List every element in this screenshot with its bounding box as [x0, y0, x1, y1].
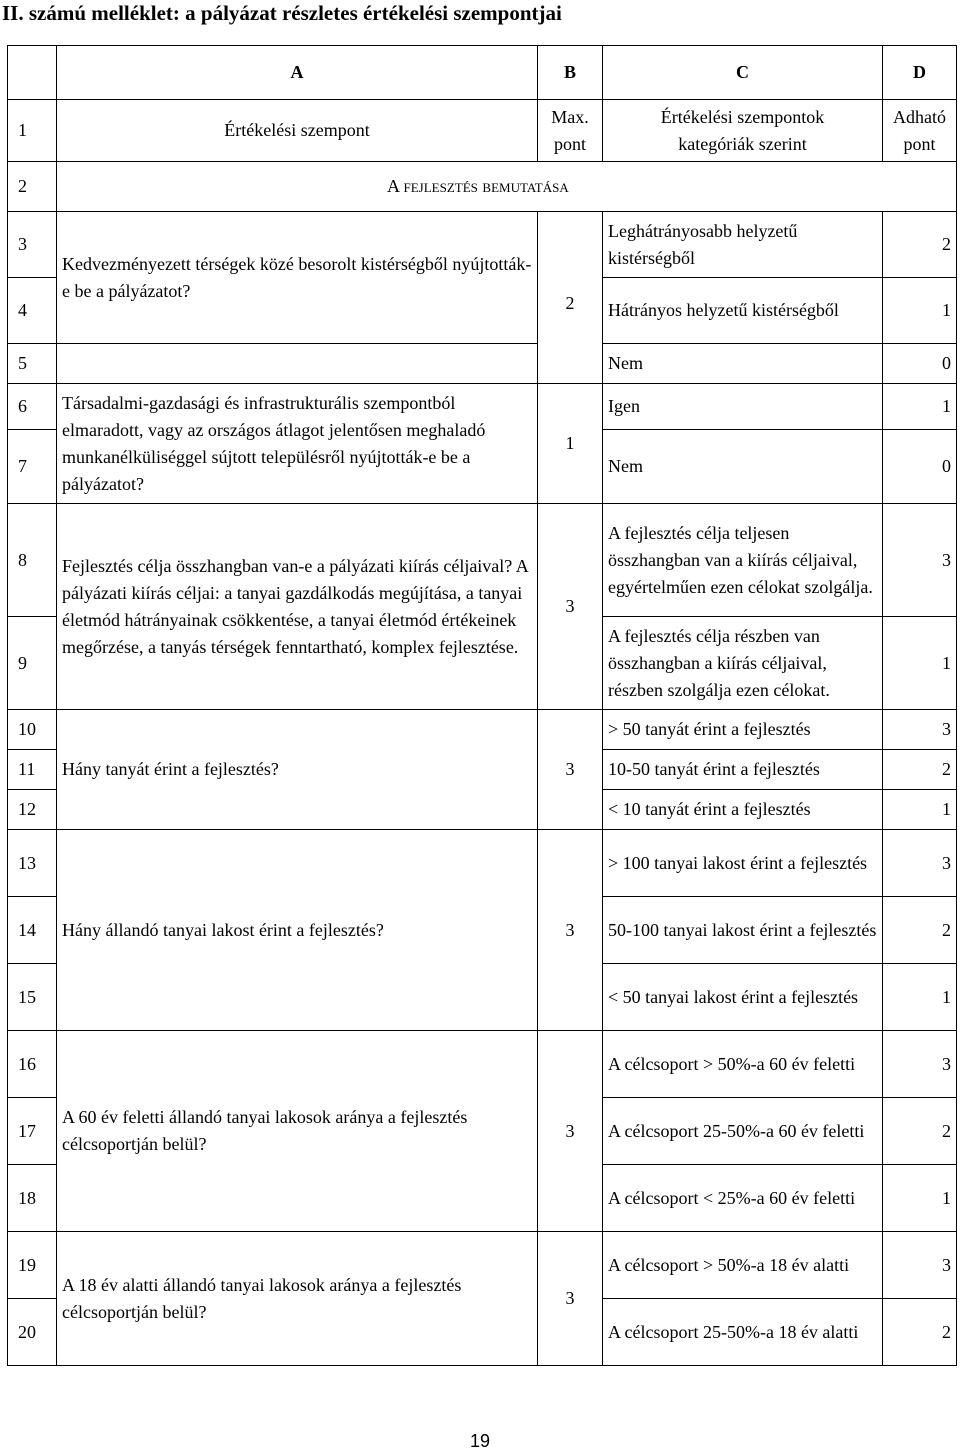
points: 1 [883, 964, 957, 1031]
row-number: 12 [8, 790, 57, 830]
criterion-text: Társadalmi-gazdasági és infrastrukturális szempontból elmaradott, vagy az országos átlagot jelentősen meghaladó munkanélküliséggel sújtott településről nyújtották-e be a pályázatot? [57, 384, 538, 504]
page-number: 19 [469, 1431, 491, 1451]
category-option: A célcsoport 25-50%-a 60 év feletti [603, 1098, 883, 1165]
category-option: A célcsoport < 25%-a 60 év feletti [603, 1165, 883, 1232]
points: 1 [883, 1165, 957, 1232]
points: 3 [883, 710, 957, 750]
points: 3 [883, 1232, 957, 1299]
column-a-header: A [57, 46, 538, 100]
table-row [8, 504, 957, 617]
category-option: A fejlesztés célja részben van összhangban a kiírás céljaival, részben szolgálja ezen célokat. [603, 617, 883, 710]
row-number: 4 [8, 278, 57, 344]
max-point: 3 [538, 710, 603, 830]
points: 3 [883, 830, 957, 897]
points: 2 [883, 1299, 957, 1366]
header-row [8, 100, 957, 162]
evaluation-table [7, 45, 957, 1366]
points: 3 [883, 1031, 957, 1098]
max-point: 2 [538, 212, 603, 384]
row-number: 8 [8, 504, 57, 617]
table-row [8, 384, 957, 430]
row-number: 17 [8, 1098, 57, 1165]
criterion-text: Fejlesztés célja összhangban van-e a pályázati kiírás céljaival? A pályázati kiírás céljai: a tanyai gazdálkodás megújítása, a tanyai életmód hátrányainak csökkentése, a tanyai életmód értékeinek megőrzése, a tanyás térségek fenntartható, komplex fejlesztése. [57, 504, 538, 710]
category-option: 50-100 tanyai lakost érint a fejlesztés [603, 897, 883, 964]
category-option: Nem [603, 344, 883, 384]
criterion-text: Kedvezményezett térségek közé besorolt kistérségből nyújtották-e be a pályázatot? [57, 212, 538, 344]
column-d-header: D [883, 46, 957, 100]
table-row [8, 830, 957, 897]
category-option: Leghátrányosabb helyzetű kistérségből [603, 212, 883, 278]
points: 2 [883, 750, 957, 790]
row-number: 5 [8, 344, 57, 384]
page-title: II. számú melléklet: a pályázat részletes értékelési szempontjai [2, 1, 562, 25]
points: 2 [883, 897, 957, 964]
row-number: 16 [8, 1031, 57, 1098]
row-number: 13 [8, 830, 57, 897]
max-point-header: Max. pont [538, 100, 603, 162]
max-point: 1 [538, 384, 603, 504]
criterion-header: Értékelési szempont [57, 100, 538, 162]
category-option: > 100 tanyai lakost érint a fejlesztés [603, 830, 883, 897]
points: 0 [883, 430, 957, 504]
criterion-text: A 60 év feletti állandó tanyai lakosok aránya a fejlesztés célcsoportján belül? [57, 1031, 538, 1232]
row-number: 1 [8, 100, 57, 162]
max-point: 3 [538, 1031, 603, 1232]
row-number: 10 [8, 710, 57, 750]
row-number: 7 [8, 430, 57, 504]
max-point: 3 [538, 1232, 603, 1366]
column-letter-row [8, 46, 957, 100]
category-option: Hátrányos helyzetű kistérségből [603, 278, 883, 344]
categories-header: Értékelési szempontok kategóriák szerint [603, 100, 883, 162]
row-number: 3 [8, 212, 57, 278]
row-number: 2 [8, 162, 57, 212]
given-point-header: Adható pont [883, 100, 957, 162]
row-number: 19 [8, 1232, 57, 1299]
category-option: A célcsoport 25-50%-a 18 év alatti [603, 1299, 883, 1366]
points: 1 [883, 384, 957, 430]
points: 3 [883, 504, 957, 617]
criterion-text: Hány állandó tanyai lakost érint a fejlesztés? [57, 830, 538, 1031]
section-title: A fejlesztés bemutatása [57, 162, 957, 212]
category-option: A célcsoport > 50%-a 60 év feletti [603, 1031, 883, 1098]
points: 1 [883, 278, 957, 344]
table-row [8, 710, 957, 750]
category-option: Nem [603, 430, 883, 504]
row-number: 18 [8, 1165, 57, 1232]
category-option: < 10 tanyát érint a fejlesztés [603, 790, 883, 830]
row-number: 14 [8, 897, 57, 964]
row-number: 15 [8, 964, 57, 1031]
criterion-text: Hány tanyát érint a fejlesztés? [57, 710, 538, 830]
max-point: 3 [538, 830, 603, 1031]
points: 0 [883, 344, 957, 384]
table-row [8, 212, 957, 278]
category-option: A fejlesztés célja teljesen összhangban van a kiírás céljaival, egyértelműen ezen célokat szolgálja. [603, 504, 883, 617]
category-option: < 50 tanyai lakost érint a fejlesztés [603, 964, 883, 1031]
category-option: Igen [603, 384, 883, 430]
category-option: > 50 tanyát érint a fejlesztés [603, 710, 883, 750]
category-option: A célcsoport > 50%-a 18 év alatti [603, 1232, 883, 1299]
max-point: 3 [538, 504, 603, 710]
points: 2 [883, 1098, 957, 1165]
table-row [8, 1232, 957, 1299]
table-row [8, 344, 957, 384]
column-c-header: C [603, 46, 883, 100]
row-number: 9 [8, 617, 57, 710]
points: 2 [883, 212, 957, 278]
category-option: 10-50 tanyát érint a fejlesztés [603, 750, 883, 790]
points: 1 [883, 790, 957, 830]
table-row [8, 1031, 957, 1098]
section-row [8, 162, 957, 212]
row-number: 6 [8, 384, 57, 430]
column-b-header: B [538, 46, 603, 100]
row-number: 20 [8, 1299, 57, 1366]
row-number: 11 [8, 750, 57, 790]
points: 1 [883, 617, 957, 710]
criterion-text: A 18 év alatti állandó tanyai lakosok aránya a fejlesztés célcsoportján belül? [57, 1232, 538, 1366]
